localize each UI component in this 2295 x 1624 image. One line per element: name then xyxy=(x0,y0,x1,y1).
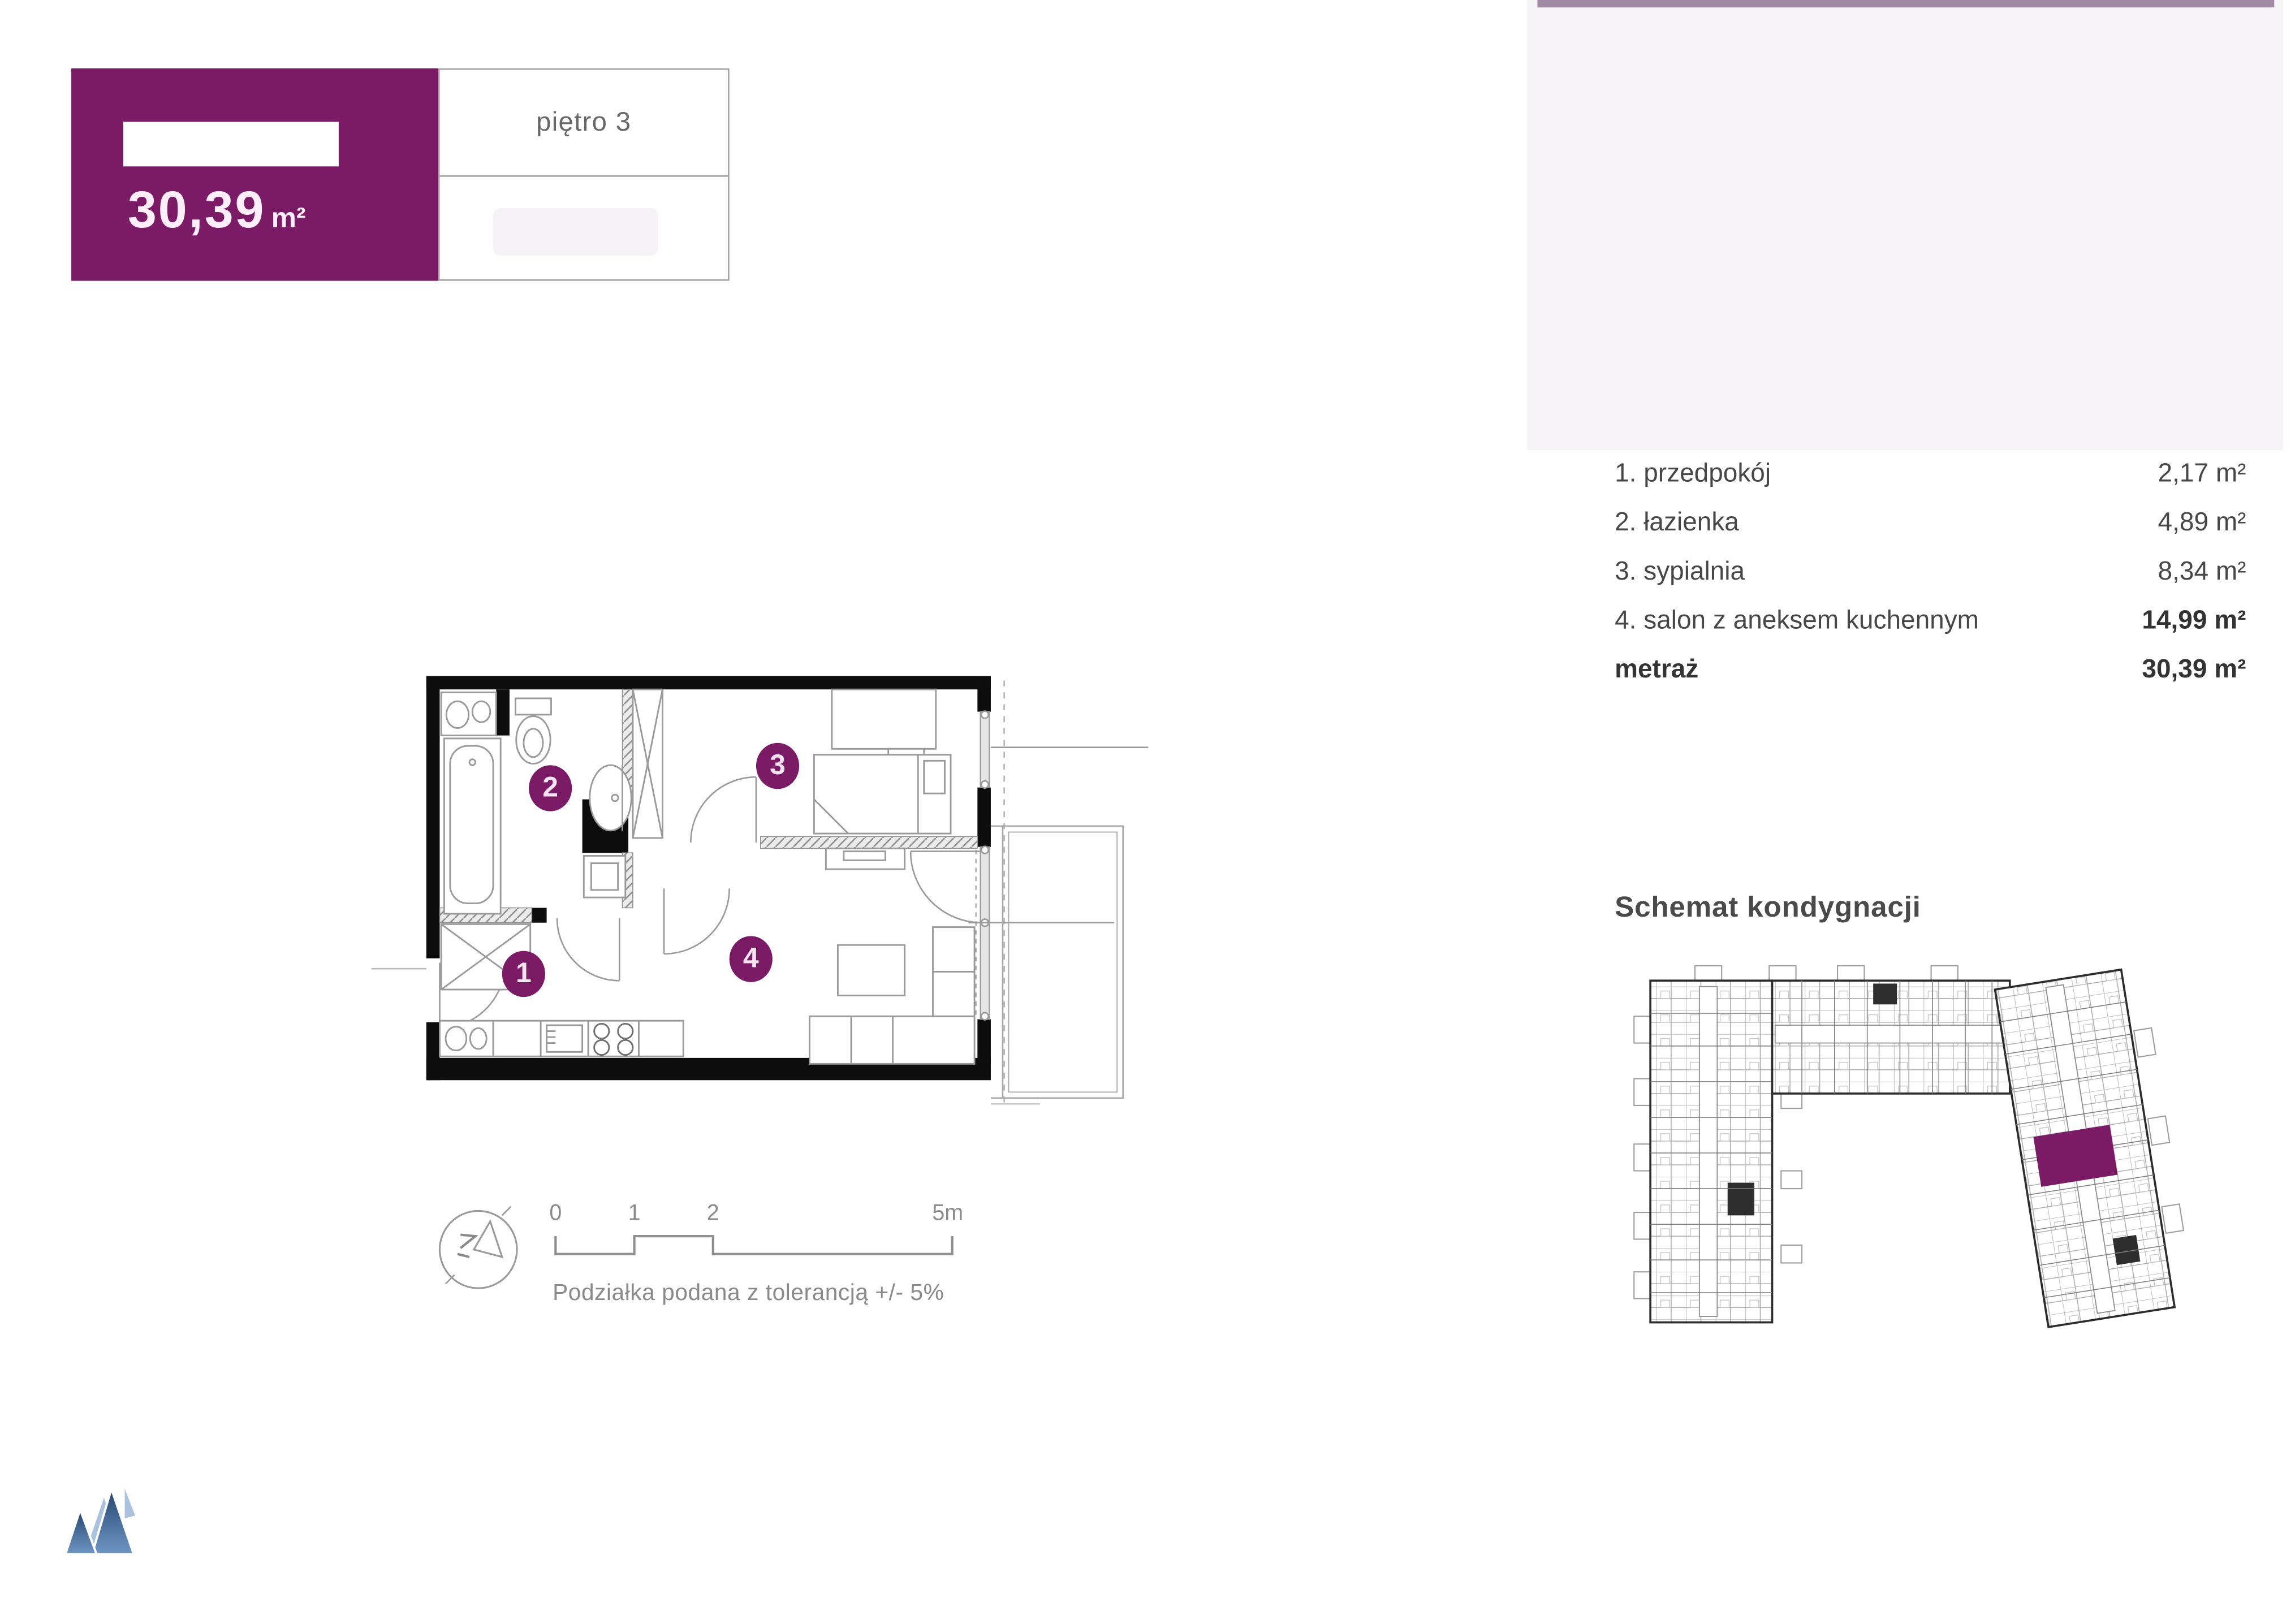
room-label: 2. łazienka xyxy=(1615,507,1739,537)
developer-logo xyxy=(66,1486,140,1563)
bedroom-wardrobe-icon xyxy=(633,689,663,838)
room-marker-1: 1 xyxy=(502,951,545,997)
logo-small-triangle xyxy=(66,1510,97,1554)
scale-caption: Podziałka podana z tolerancją +/- 5% xyxy=(553,1280,944,1306)
balcony xyxy=(991,826,1123,1104)
building-schematic xyxy=(1627,963,2191,1358)
kitchen-counter xyxy=(439,1021,683,1056)
room-label: 3. sypialnia xyxy=(1615,555,1745,586)
schematic-title: Schemat kondygnacji xyxy=(1615,891,1921,925)
top-accent-bar xyxy=(1538,0,2275,7)
left-wing xyxy=(1650,981,1772,1322)
room-marker-2: 2 xyxy=(529,765,572,811)
room-area: 2,17 m² xyxy=(2158,457,2246,487)
tv-stand-icon xyxy=(826,848,904,869)
right-wing xyxy=(1995,966,2192,1327)
table-watermark xyxy=(493,208,658,256)
oven-icon xyxy=(547,1025,583,1052)
unit-info-card xyxy=(71,68,438,281)
floor-label: piętro 3 xyxy=(536,107,632,137)
room-area: 4,89 m² xyxy=(2158,507,2246,537)
scale-tick-2: 2 xyxy=(706,1200,719,1226)
room-row xyxy=(1615,498,2246,547)
logo-sliver xyxy=(125,1489,135,1519)
unit-area-unit: m² xyxy=(271,203,306,235)
room-marker-4: 4 xyxy=(730,936,773,982)
room-marker-3: 3 xyxy=(756,743,799,789)
top-wing xyxy=(1772,981,2010,1094)
unit-area xyxy=(128,182,306,241)
coffee-table-icon xyxy=(838,945,904,995)
floor-plan-drawing xyxy=(356,668,1166,1121)
living-room-furniture xyxy=(809,848,974,1064)
scale-tick-1: 1 xyxy=(628,1200,641,1226)
room-row xyxy=(1615,547,2246,596)
room-label: 4. salon z aneksem kuchennym xyxy=(1615,604,1979,634)
unit-area-value: 30,39 xyxy=(127,181,266,240)
bathtub-icon xyxy=(444,738,501,914)
toilet-icon xyxy=(515,698,551,764)
scale-tick-5m: 5m xyxy=(932,1200,964,1226)
total-label: metraż xyxy=(1615,654,1699,684)
scale-bar xyxy=(550,1230,965,1263)
room-list xyxy=(1615,449,2246,694)
top-right-panel xyxy=(1527,0,2283,450)
room-area: 8,34 m² xyxy=(2158,555,2246,586)
room-row xyxy=(1615,596,2246,645)
floor-cell xyxy=(439,70,728,176)
washing-machine-icon xyxy=(584,856,625,897)
room-row xyxy=(1615,449,2246,498)
window-strips xyxy=(976,711,990,1020)
scale-tick-0: 0 xyxy=(549,1200,562,1226)
north-arrow-compass-icon xyxy=(434,1203,526,1295)
sink-icon xyxy=(590,765,632,831)
total-area: 30,39 m² xyxy=(2142,654,2246,684)
bed-icon xyxy=(814,755,951,833)
floor-table xyxy=(438,68,730,281)
unit-number-redacted xyxy=(123,122,339,166)
room-label: 1. przedpokój xyxy=(1615,457,1771,487)
room-row-total xyxy=(1615,645,2246,694)
room-area: 14,99 m² xyxy=(2142,604,2246,634)
